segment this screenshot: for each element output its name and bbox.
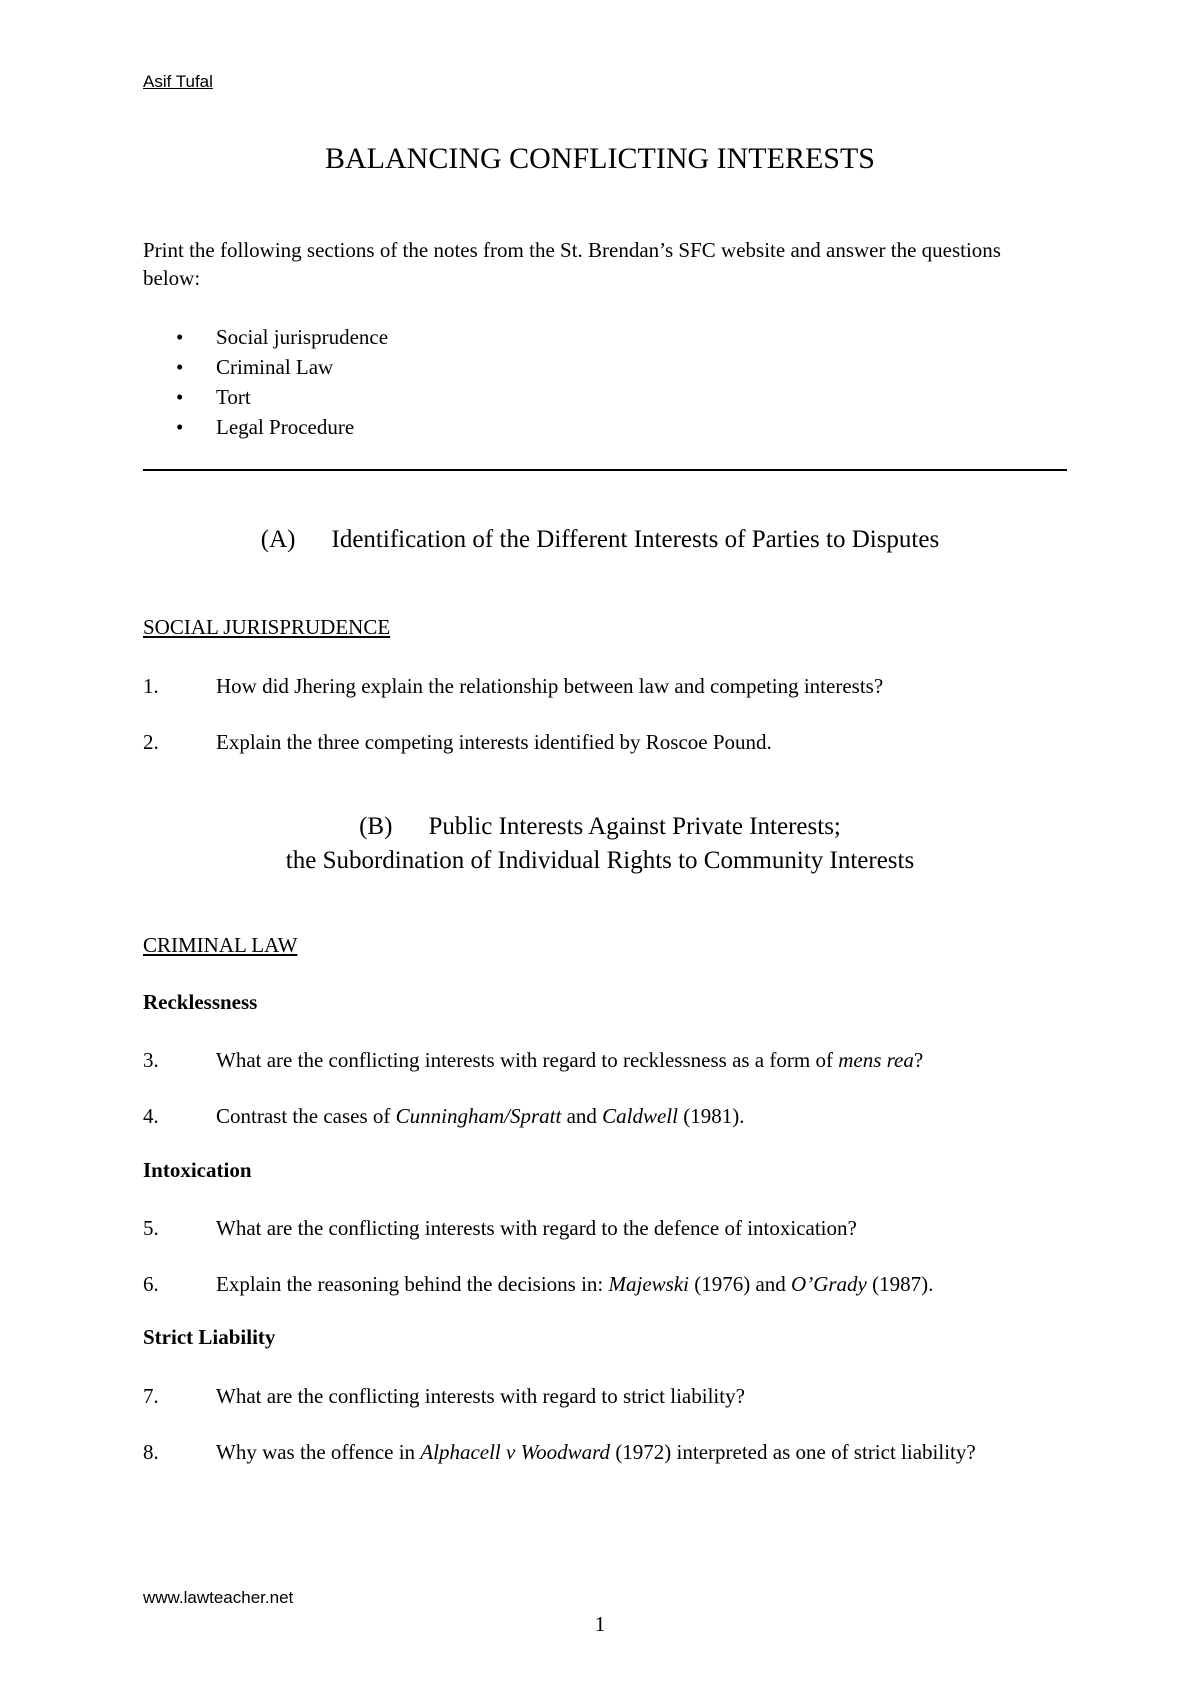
section-b-title-line1: Public Interests Against Private Interests; — [428, 813, 841, 840]
section-b-heading — [0, 810, 1200, 878]
section-b-label: (B) — [359, 813, 393, 840]
question-text: What are the conflicting interests with regard to the defence of intoxication? — [216, 1216, 857, 1240]
question-number: 2. — [143, 730, 159, 754]
intoxication-heading: Intoxication — [143, 1158, 252, 1182]
recklessness-heading: Recklessness — [143, 990, 258, 1014]
section-a-title: Identification of the Different Interests of Parties to Disputes — [331, 526, 940, 553]
document-title: BALANCING CONFLICTING INTERESTS — [325, 142, 875, 175]
question-number: 6. — [143, 1272, 159, 1296]
footer-url: www.lawteacher.net — [143, 1588, 294, 1607]
horizontal-divider — [143, 469, 1067, 471]
list-item-label: Social jurisprudence — [216, 325, 389, 349]
question-2 — [143, 728, 1073, 756]
bullet-icon: • — [176, 415, 184, 439]
question-number: 4. — [143, 1104, 159, 1128]
strict-liability-heading: Strict Liability — [143, 1325, 276, 1349]
question-number: 7. — [143, 1384, 159, 1408]
list-item-label: Criminal Law — [216, 355, 334, 379]
question-text: Why was the offence in Alphacell v Woodward (1972) interpreted as one of strict liability? — [216, 1440, 976, 1464]
section-a-heading — [0, 523, 1200, 557]
sections-list — [176, 322, 388, 442]
question-text: What are the conflicting interests with regard to strict liability? — [216, 1384, 745, 1408]
question-8 — [143, 1438, 1023, 1466]
list-item — [176, 412, 388, 442]
section-b-title-line2: the Subordination of Individual Rights to Community Interests — [285, 847, 915, 874]
list-item — [176, 382, 388, 412]
bullet-icon: • — [176, 355, 184, 379]
list-item — [176, 322, 388, 352]
question-text: How did Jhering explain the relationship between law and competing interests? — [216, 674, 884, 698]
header-author: Asif Tufal — [143, 72, 213, 91]
section-a-label: (A) — [260, 526, 296, 553]
question-text: Contrast the cases of Cunningham/Spratt and Caldwell (1981). — [216, 1104, 745, 1128]
question-7 — [143, 1382, 1073, 1410]
social-jurisprudence-heading: SOCIAL JURISPRUDENCE — [143, 615, 391, 639]
question-number: 3. — [143, 1048, 159, 1072]
intro-paragraph: Print the following sections of the notes from the St. Brendan’s SFC website and answer the questions below: — [143, 238, 1001, 290]
list-item-label: Tort — [216, 385, 251, 409]
question-5 — [143, 1214, 1073, 1242]
bullet-icon: • — [176, 385, 184, 409]
question-4 — [143, 1102, 1073, 1130]
list-item — [176, 352, 388, 382]
question-text: What are the conflicting interests with regard to recklessness as a form of mens rea? — [216, 1048, 924, 1072]
question-6 — [143, 1270, 1073, 1298]
criminal-law-heading: CRIMINAL LAW — [143, 933, 298, 957]
bullet-icon: • — [176, 325, 184, 349]
question-1 — [143, 672, 1073, 700]
question-number: 5. — [143, 1216, 159, 1240]
question-3 — [143, 1046, 1073, 1074]
list-item-label: Legal Procedure — [216, 415, 355, 439]
question-text: Explain the three competing interests identified by Roscoe Pound. — [216, 730, 772, 754]
question-number: 8. — [143, 1440, 159, 1464]
page-number: 1 — [594, 1612, 606, 1636]
question-text: Explain the reasoning behind the decisions in: Majewski (1976) and O’Grady (1987). — [216, 1272, 934, 1296]
question-number: 1. — [143, 674, 159, 698]
